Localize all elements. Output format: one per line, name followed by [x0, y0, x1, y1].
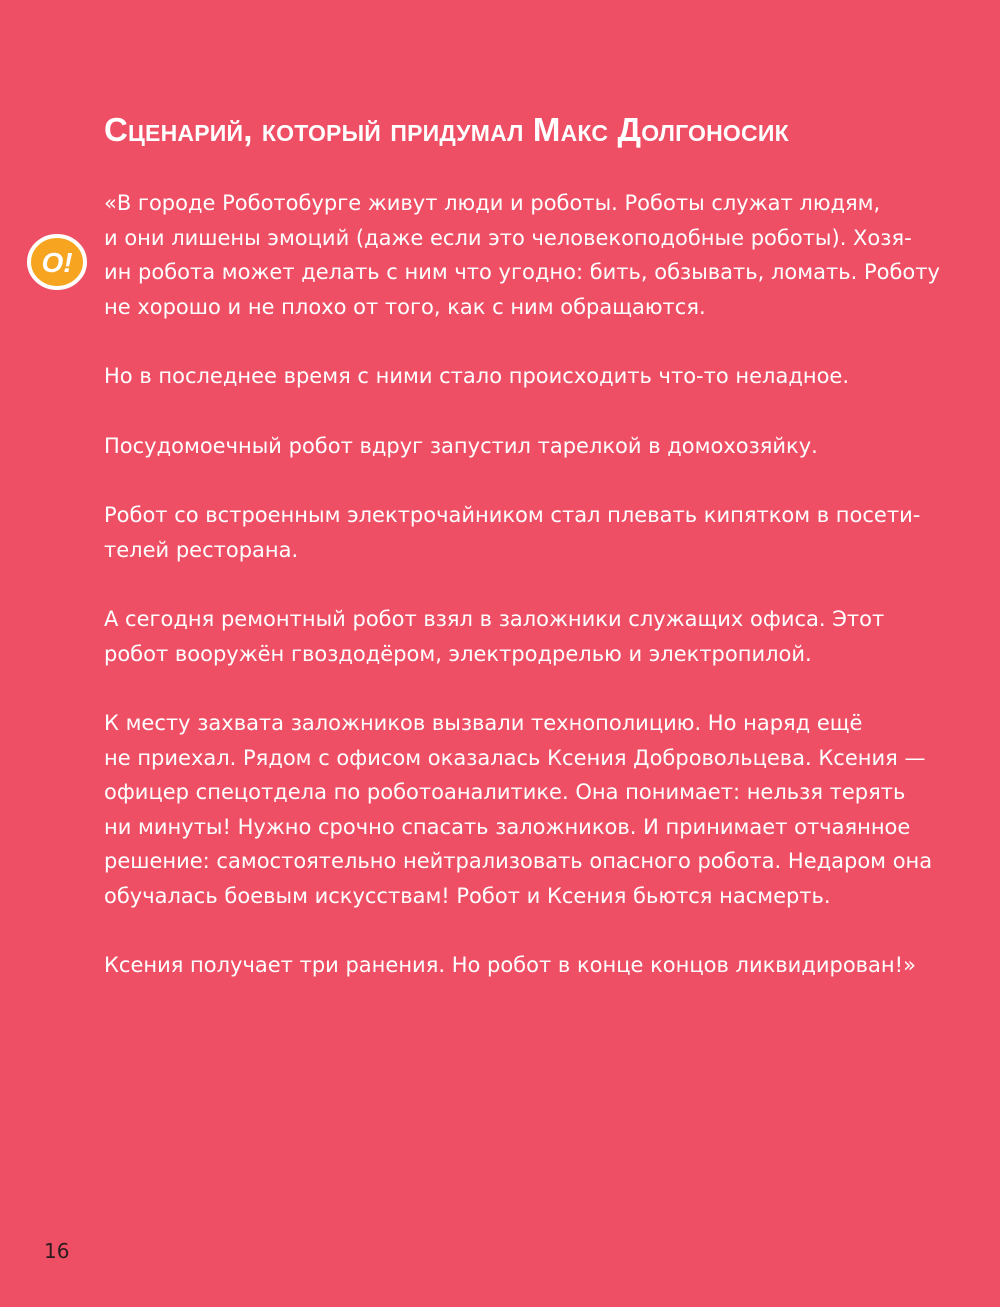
text-line: Но в последнее время с ними стало происходить что-то неладное. [104, 364, 850, 388]
text-line: и они лишены эмоций (даже если это человекоподобные роботы). Хозя- [104, 225, 912, 250]
page-number: 16 [44, 1239, 70, 1263]
text-line: офицер спецотдела по роботоаналитике. Она понимает: нельзя терять [104, 780, 906, 804]
story-text [104, 186, 940, 1018]
text-line: «В городе Роботобурге живут люди и роботы. Роботы служат людям, [104, 191, 881, 215]
text-line: робот вооружён гвоздодёром, электродрелью и электропилой. [104, 641, 812, 666]
text-line: Ксения получает три ранения. Но робот в конце концов ликвидирован!» [104, 953, 916, 977]
text-line: решение: самостоятельно нейтрализовать опасного робота. Недаром она [104, 849, 933, 873]
paragraph-2 [104, 359, 914, 394]
paragraph-7 [104, 948, 914, 983]
text-line: не приехал. Рядом с офисом оказалась Ксения Добровольцева. Ксения — [104, 745, 926, 770]
text-line: обучалась боевым искусствам! Робот и Ксения бьются насмерть. [104, 883, 831, 908]
paragraph-4 [104, 498, 921, 567]
exclamation-badge-icon [26, 233, 88, 291]
paragraph-3 [104, 429, 914, 464]
badge-text: O! [41, 247, 73, 278]
text-line: К месту захвата заложников вызвали технополицию. Но наряд ещё [104, 711, 863, 735]
paragraph-1 [104, 186, 940, 324]
text-line: Робот со встроенным электрочайником стал плевать кипятком в посети- [104, 503, 921, 527]
text-line: ни минуты! Нужно срочно спасать заложников. И принимает отчаянное [104, 814, 911, 839]
text-line: ин робота может делать с ним что угодно: бить, обзывать, ломать. Роботу [104, 260, 940, 284]
text-line: Посудомоечный робот вдруг запустил тарелкой в домохозяйку. [104, 433, 818, 458]
text-line: А сегодня ремонтный робот взял в заложники служащих офиса. Этот [104, 607, 885, 631]
paragraph-6 [104, 706, 933, 913]
paragraph-5 [104, 602, 914, 671]
page-title: Сценарий, который придумал Макс Долгоносик [104, 111, 789, 148]
text-line: не хорошо и не плохо от того, как с ним обращаются. [104, 294, 706, 319]
text-line: телей ресторана. [104, 537, 299, 562]
